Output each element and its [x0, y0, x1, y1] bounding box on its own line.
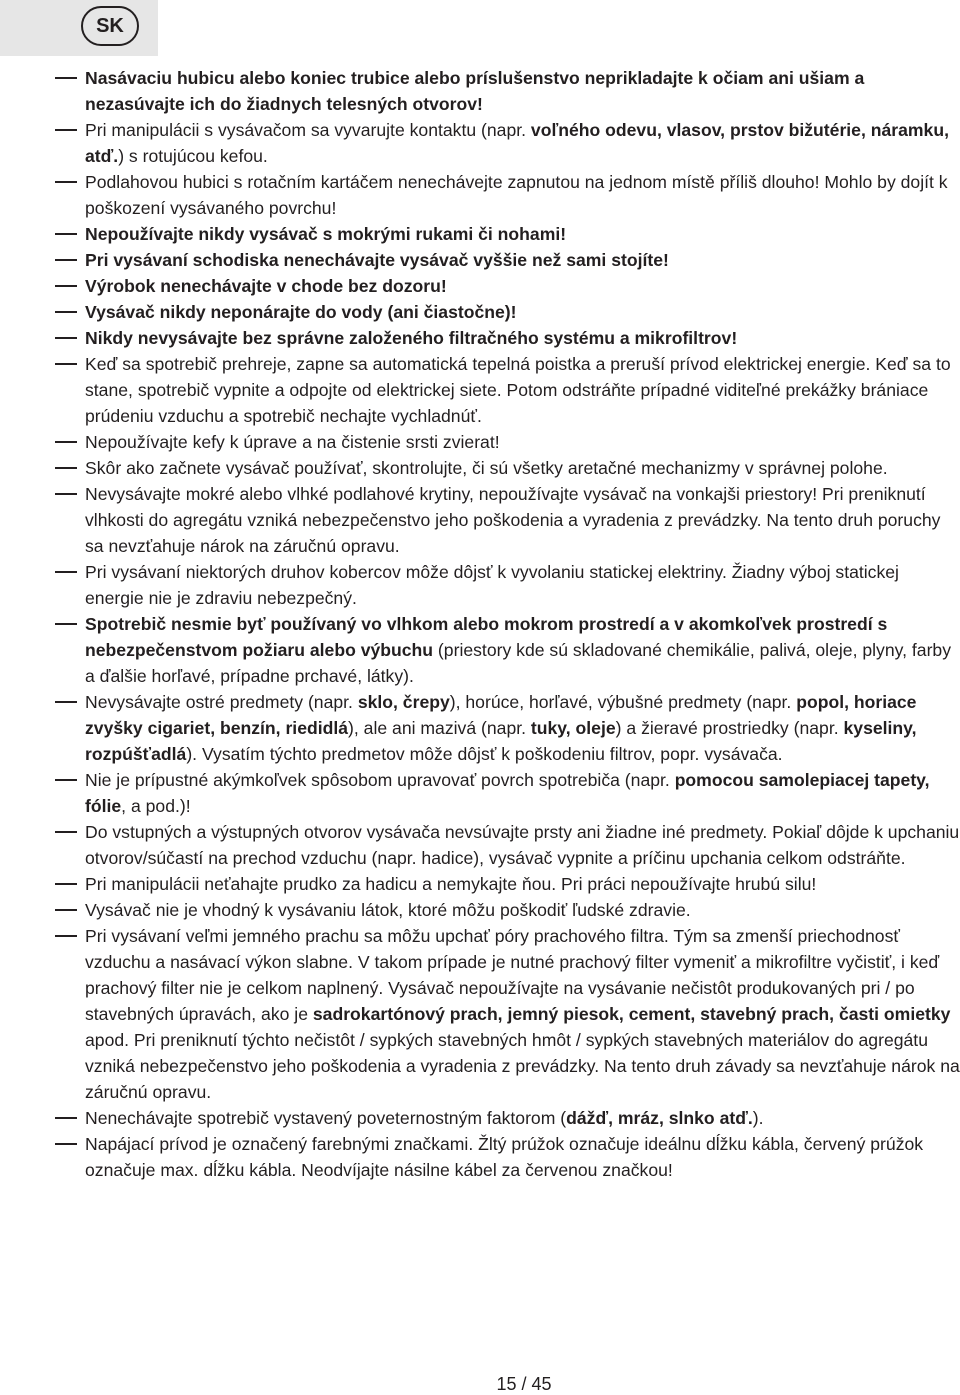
instruction-item: [55, 923, 960, 1105]
instruction-text: [85, 351, 960, 429]
instruction-item: [55, 221, 960, 247]
emphasis-text: tuky, oleje: [530, 718, 616, 738]
plain-text: Pri vysávaní veľmi jemného prachu sa môžu upchať póry prachového filtra. Tým sa zmenší priechodnosť vzduchu a nasávací výkon slabne. V takom prípade je nutné prachový filter vymeniť a mikrofiltre vyčistiť, i keď prachový filter nie je celkom naplnený. Vysávač nepoužívajte na vysávanie nečistôt produkovaných pri / po stavebných úpravách, ako je: [85, 926, 940, 1024]
instruction-text: [85, 429, 960, 455]
instruction-text: [85, 481, 960, 559]
instruction-item: [55, 767, 960, 819]
instruction-item: [55, 351, 960, 429]
plain-text: Skôr ako začnete vysávač používať, skontrolujte, či sú všetky aretačné mechanizmy v správnej polohe.: [85, 458, 888, 478]
instruction-item: [55, 455, 960, 481]
plain-text: Pri vysávaní niektorých druhov kobercov môže dôjsť k vyvolaniu statickej elektriny. Žiadny výboj statickej energie nie je zdraviu nebezpečný.: [85, 562, 899, 608]
plain-text: Nie je prípustné akýmkoľvek spôsobom upravovať povrch spotrebiča (napr.: [85, 770, 675, 790]
plain-text: Nevysávajte mokré alebo vlhké podlahové krytiny, nepoužívajte vysávač na vonkajši priestory! Pri preniknutí vlhkosti do agregátu vzniká nebezpečenstvo jeho poškodenia a vyradenia z prevádzky. Na tento druh poruchy sa nevzťahuje nárok na záručnú opravu.: [85, 484, 941, 556]
emphasis-text: Spotrebič nesmie byť používaný vo vlhkom alebo mokrom prostredí a v akomkoľvek prostredí s nebezpečenstvom požiaru alebo výbuchu: [85, 614, 888, 660]
dash-bullet: [55, 247, 85, 273]
instruction-text: [85, 611, 960, 689]
page-number: 15 / 45: [496, 1374, 552, 1394]
instruction-item: [55, 65, 960, 117]
instruction-item: [55, 325, 960, 351]
emphasis-text: Nikdy nevysávajte bez správne založeného filtračného systému a mikrofiltrov!: [85, 328, 738, 348]
plain-text: apod. Pri preniknutí týchto nečistôt / sypkých stavebných hmôt / sypkých stavebných materiálov do agregátu vzniká nebezpečenstvo jeho poškodenia a vyradenia z prevádzky. Na tento druh závady sa nevzťahuje nárok na záručnú opravu.: [85, 1030, 960, 1102]
instruction-text: [85, 1105, 960, 1131]
instruction-item: [55, 117, 960, 169]
dash-bullet: [55, 1105, 85, 1131]
emphasis-text: kyseliny, rozpúšťadlá: [85, 718, 917, 764]
safety-instructions-list: [55, 65, 960, 1183]
emphasis-text: Vysávač nikdy neponárajte do vody (ani čiastočne)!: [85, 302, 517, 322]
emphasis-text: voľného odevu, vlasov, prstov bižutérie, náramku, atď.: [85, 120, 949, 166]
dash-bullet: [55, 221, 85, 247]
plain-text: Nevysávajte ostré predmety (napr.: [85, 692, 358, 712]
instruction-text: [85, 247, 960, 273]
dash-bullet: [55, 65, 85, 117]
dash-bullet: [55, 897, 85, 923]
plain-text: Vysávač nie je vhodný k vysávaniu látok, ktoré môžu poškodiť ľudské zdravie.: [85, 900, 691, 920]
emphasis-text: pomocou samolepiacej tapety, fólie: [85, 770, 930, 816]
plain-text: ). Vysatím týchto predmetov môže dôjsť k poškodeniu filtrov, popr. vysávača.: [186, 744, 783, 764]
instruction-item: [55, 897, 960, 923]
instruction-item: [55, 871, 960, 897]
instruction-text: [85, 559, 960, 611]
instruction-text: [85, 689, 960, 767]
instruction-item: [55, 169, 960, 221]
dash-bullet: [55, 117, 85, 169]
plain-text: Pri manipulácii s vysávačom sa vyvarujte kontaktu (napr.: [85, 120, 531, 140]
instruction-item: [55, 247, 960, 273]
plain-text: Napájací prívod je označený farebnými značkami. Žltý prúžok označuje ideálnu dĺžku kábla, červený prúžok označuje max. dĺžku kábla. Neodvíjajte násilne kábel za červenou značkou!: [85, 1134, 924, 1180]
instruction-text: [85, 117, 960, 169]
plain-text: ) s rotujúcou kefou.: [118, 146, 268, 166]
emphasis-text: sadrokartónový prach, jemný piesok, cement, stavebný prach, časti omietky: [312, 1004, 951, 1024]
language-tab: [0, 0, 158, 56]
instruction-item: [55, 611, 960, 689]
dash-bullet: [55, 351, 85, 429]
plain-text: Nenechávajte spotrebič vystavený poveternostným faktorom (: [85, 1108, 567, 1128]
language-badge: SK: [81, 6, 139, 46]
instruction-text: [85, 273, 960, 299]
plain-text: ), ale ani mazivá (napr.: [348, 718, 531, 738]
dash-bullet: [55, 611, 85, 689]
instruction-item: [55, 273, 960, 299]
instruction-item: [55, 689, 960, 767]
plain-text: ).: [752, 1108, 764, 1128]
plain-text: ), horúce, horľavé, výbušné predmety (napr.: [449, 692, 797, 712]
plain-text: Podlahovou hubici s rotačním kartáčem nenechávejte zapnutou na jednom místě příliš dlouho! Mohlo by dojít k poškození vysávaného povrchu!: [85, 172, 948, 218]
dash-bullet: [55, 273, 85, 299]
dash-bullet: [55, 767, 85, 819]
emphasis-text: dážď, mráz, slnko atď.: [566, 1108, 753, 1128]
dash-bullet: [55, 481, 85, 559]
plain-text: Do vstupných a výstupných otvorov vysávača nevsúvajte prsty ani žiadne iné predmety. Pokiaľ dôjde k upchaniu otvorov/súčastí na prechod vzduchu (napr. hadice), vysávač vypnite a príčinu upchania celkom odstráňte.: [85, 822, 960, 868]
dash-bullet: [55, 455, 85, 481]
instruction-item: [55, 559, 960, 611]
instruction-text: [85, 767, 960, 819]
instruction-text: [85, 299, 960, 325]
plain-text: Pri manipulácii neťahajte prudko za hadicu a nemykajte ňou. Pri práci nepoužívajte hrubú silu!: [85, 874, 817, 894]
instruction-item: [55, 429, 960, 455]
instruction-text: [85, 871, 960, 897]
dash-bullet: [55, 871, 85, 897]
emphasis-text: sklo, črepy: [357, 692, 450, 712]
instruction-text: [85, 169, 960, 221]
dash-bullet: [55, 923, 85, 1105]
emphasis-text: Pri vysávaní schodiska nenechávajte vysávač vyššie než sami stojíte!: [85, 250, 669, 270]
plain-text: Nepoužívajte kefy k úprave a na čistenie srsti zvierat!: [85, 432, 500, 452]
dash-bullet: [55, 429, 85, 455]
plain-text: ) a žieravé prostriedky (napr.: [615, 718, 844, 738]
dash-bullet: [55, 1131, 85, 1183]
dash-bullet: [55, 325, 85, 351]
emphasis-text: popol, horiace zvyšky cigariet, benzín, riedidlá: [85, 692, 917, 738]
instruction-text: [85, 819, 960, 871]
instruction-item: [55, 1131, 960, 1183]
emphasis-text: Výrobok nenechávajte v chode bez dozoru!: [85, 276, 447, 296]
dash-bullet: [55, 559, 85, 611]
instruction-text: [85, 325, 960, 351]
instruction-text: [85, 897, 960, 923]
dash-bullet: [55, 689, 85, 767]
instruction-text: [85, 1131, 960, 1183]
instruction-item: [55, 299, 960, 325]
dash-bullet: [55, 819, 85, 871]
plain-text: Keď sa spotrebič prehreje, zapne sa automatická tepelná poistka a preruší prívod elektrickej energie. Keď sa to stane, spotrebič vypnite a odpojte od elektrickej siete. Potom odstráňte prípadné viditeľné prekážky brániace prúdeniu vzduchu a spotrebič nechajte vychladnúť.: [85, 354, 951, 426]
plain-text: , a pod.)!: [121, 796, 191, 816]
instruction-item: [55, 1105, 960, 1131]
dash-bullet: [55, 299, 85, 325]
instruction-text: [85, 923, 960, 1105]
instruction-text: [85, 455, 960, 481]
plain-text: (priestory kde sú skladované chemikálie, palivá, oleje, plyny, farby a ďalšie horľavé, prípadne prchavé, látky).: [85, 640, 952, 686]
instruction-text: [85, 65, 960, 117]
emphasis-text: Nepoužívajte nikdy vysávač s mokrými rukami či nohami!: [85, 224, 567, 244]
instruction-item: [55, 819, 960, 871]
instruction-item: [55, 481, 960, 559]
dash-bullet: [55, 169, 85, 221]
emphasis-text: Nasávaciu hubicu alebo koniec trubice alebo príslušenstvo neprikladajte k očiam ani ušiam a nezasúvajte ich do žiadnych telesných otvorov!: [85, 68, 865, 114]
instruction-text: [85, 221, 960, 247]
